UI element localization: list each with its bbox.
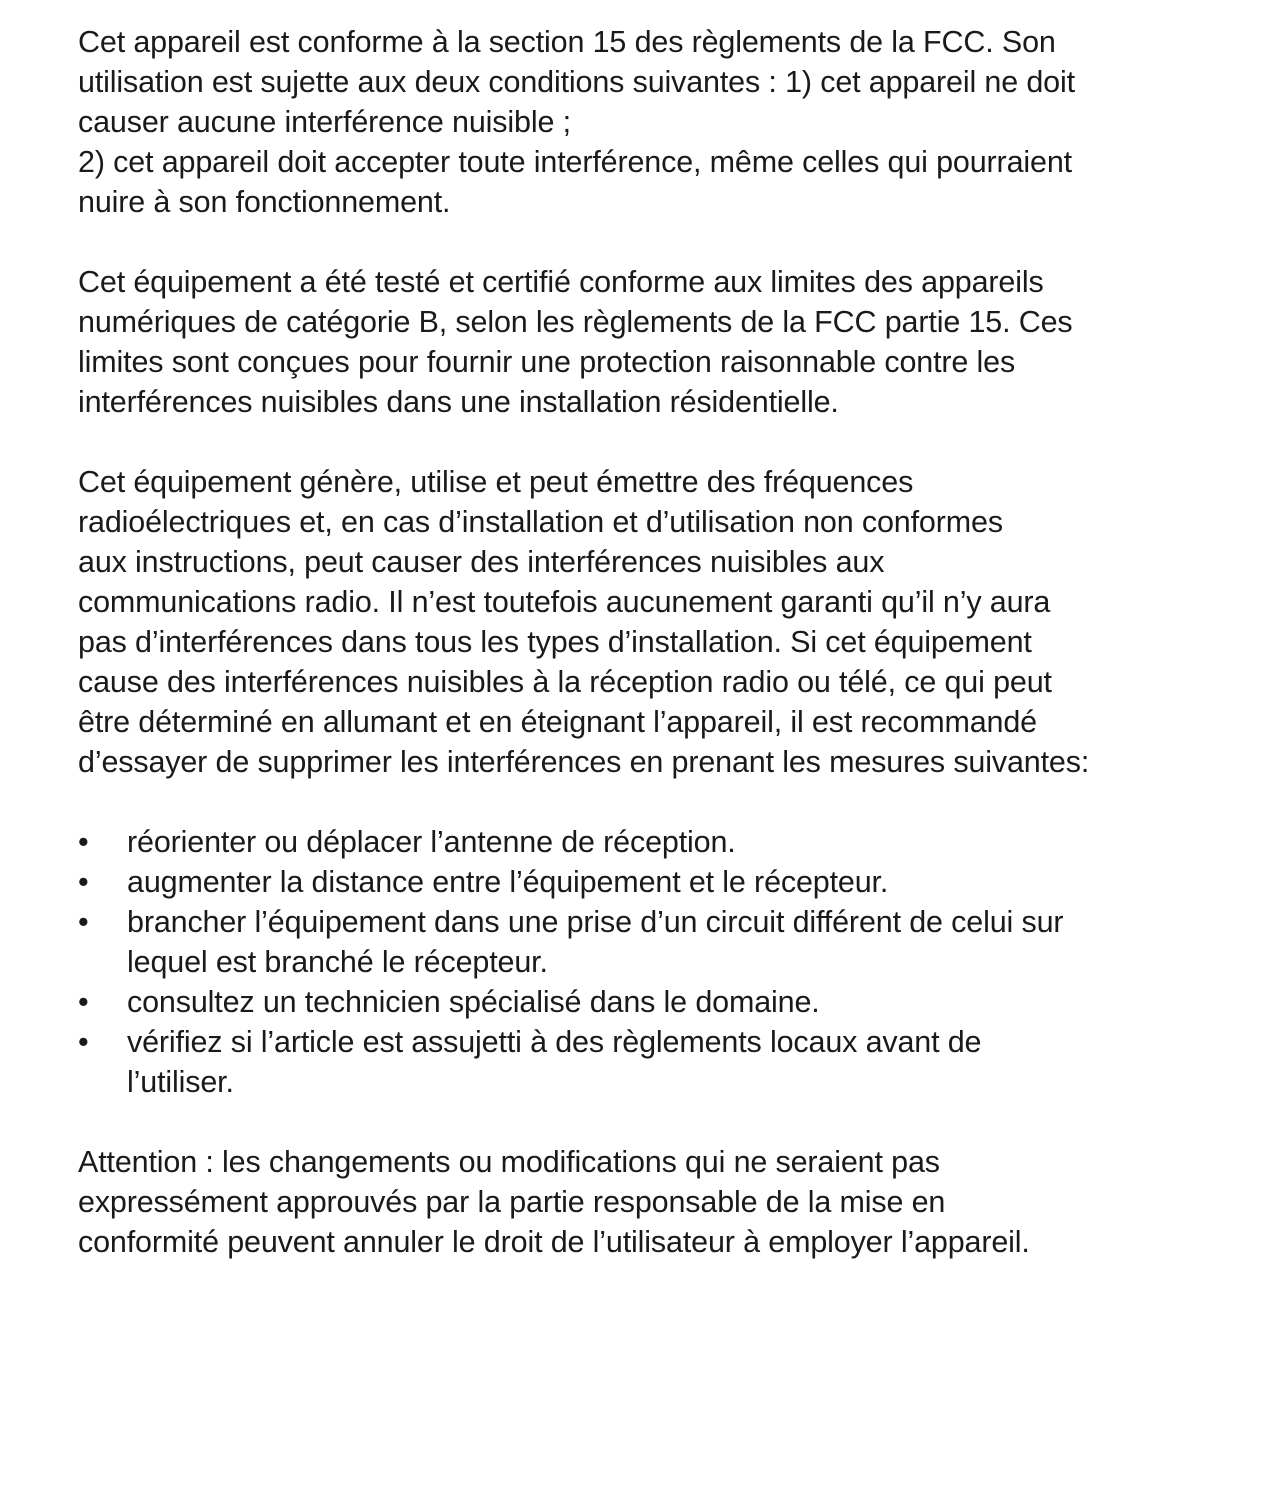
text-line: brancher l’équipement dans une prise d’un circuit différent de celui sur bbox=[127, 905, 1064, 939]
text-line: radioélectriques et, en cas d’installation et d’utilisation non conformes bbox=[78, 505, 1003, 539]
bullet-icon: • bbox=[78, 985, 89, 1019]
text-line: réorienter ou déplacer l’antenne de réception. bbox=[127, 825, 736, 859]
text-line: communications radio. Il n’est toutefois aucunement garanti qu’il n’y aura bbox=[78, 585, 1051, 619]
measures-list bbox=[78, 822, 1218, 1102]
text-line: utilisation est sujette aux deux conditions suivantes : 1) cet appareil ne doit bbox=[78, 65, 1075, 99]
text-line: Cet appareil est conforme à la section 15 des règlements de la FCC. Son bbox=[78, 25, 1056, 59]
text-line: expressément approuvés par la partie responsable de la mise en bbox=[78, 1185, 946, 1219]
text-line: être déterminé en allumant et en éteignant l’appareil, il est recommandé bbox=[78, 705, 1037, 739]
text-line: numériques de catégorie B, selon les règlements de la FCC partie 15. Ces bbox=[78, 305, 1073, 339]
text-line: causer aucune interférence nuisible ; bbox=[78, 105, 571, 139]
text-line: vérifiez si l’article est assujetti à des règlements locaux avant de bbox=[127, 1025, 982, 1059]
text-line: Attention : les changements ou modifications qui ne seraient pas bbox=[78, 1145, 940, 1179]
list-item bbox=[78, 902, 1218, 982]
text-line: conformité peuvent annuler le droit de l’utilisateur à employer l’appareil. bbox=[78, 1225, 1030, 1259]
warning-paragraph bbox=[78, 1142, 1218, 1262]
text-line: nuire à son fonctionnement. bbox=[78, 185, 451, 219]
text-line: l’utiliser. bbox=[127, 1065, 234, 1099]
compliance-paragraph bbox=[78, 22, 1218, 222]
text-line: lequel est branché le récepteur. bbox=[127, 945, 548, 979]
certification-paragraph bbox=[78, 262, 1218, 422]
text-line: pas d’interférences dans tous les types d’installation. Si cet équipement bbox=[78, 625, 1032, 659]
list-item bbox=[78, 1022, 1218, 1102]
text-line: Cet équipement a été testé et certifié conforme aux limites des appareils bbox=[78, 265, 1044, 299]
text-line: cause des interférences nuisibles à la réception radio ou télé, ce qui peut bbox=[78, 665, 1052, 699]
list-item bbox=[78, 862, 1218, 902]
text-line: aux instructions, peut causer des interférences nuisibles aux bbox=[78, 545, 885, 579]
list-item bbox=[78, 822, 1218, 862]
bullet-icon: • bbox=[78, 1025, 89, 1059]
list-item bbox=[78, 982, 1218, 1022]
text-line: 2) cet appareil doit accepter toute interférence, même celles qui pourraient bbox=[78, 145, 1072, 179]
text-line: augmenter la distance entre l’équipement et le récepteur. bbox=[127, 865, 889, 899]
bullet-icon: • bbox=[78, 825, 89, 859]
text-line: d’essayer de supprimer les interférences en prenant les mesures suivantes: bbox=[78, 745, 1090, 779]
text-line: interférences nuisibles dans une installation résidentielle. bbox=[78, 385, 839, 419]
text-line: consultez un technicien spécialisé dans le domaine. bbox=[127, 985, 820, 1019]
text-line: limites sont conçues pour fournir une protection raisonnable contre les bbox=[78, 345, 1016, 379]
bullet-icon: • bbox=[78, 905, 89, 939]
bullet-icon: • bbox=[78, 865, 89, 899]
interference-paragraph bbox=[78, 462, 1218, 782]
text-line: Cet équipement génère, utilise et peut émettre des fréquences bbox=[78, 465, 914, 499]
fcc-compliance-notice bbox=[78, 22, 1218, 1262]
